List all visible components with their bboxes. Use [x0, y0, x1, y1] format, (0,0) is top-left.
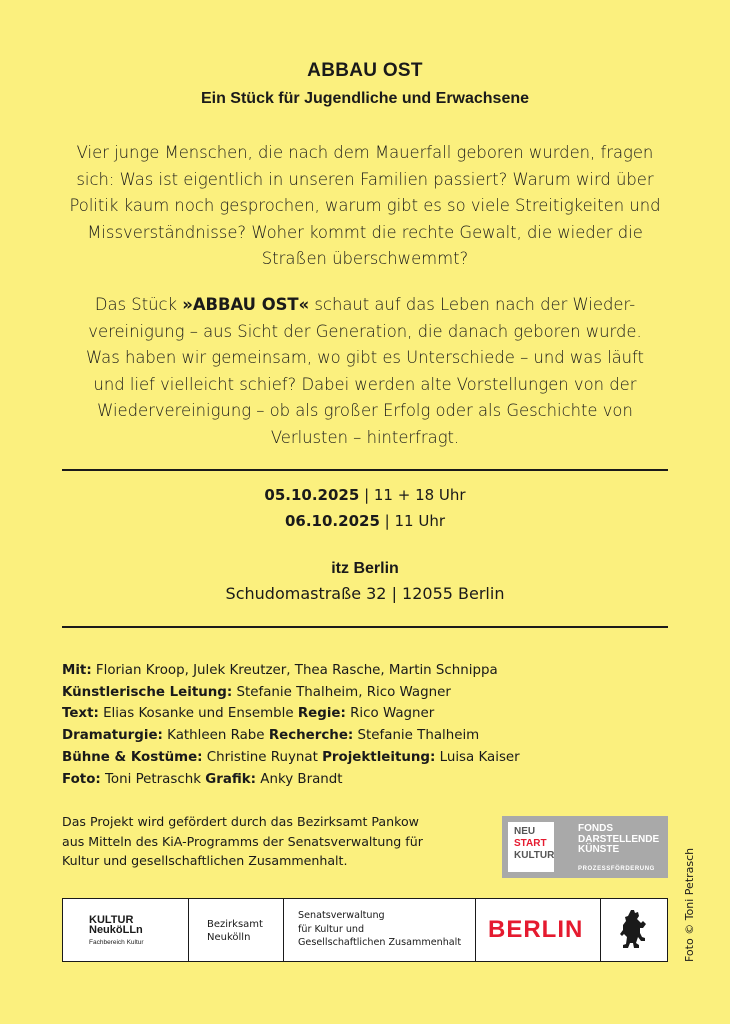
senat-text: [298, 909, 461, 950]
credit-value: Florian Kroop, Julek Kreutzer, Thea Rasche, Martin Schnippa: [91, 663, 498, 678]
neu-text: NEU: [514, 826, 536, 837]
bezirksamt-text: [207, 918, 263, 944]
credit-label: Dramaturgie:: [62, 728, 163, 744]
kuenste-word: KÜNSTE: [578, 844, 620, 855]
date-time: | 11 Uhr: [379, 512, 445, 530]
divider-top: [62, 469, 668, 471]
kultur-mid: NeuköLLn: [89, 924, 143, 936]
kultur-neukoelln-text: [89, 915, 144, 948]
credit-label: Recherche:: [268, 728, 354, 744]
credit-label: Grafik:: [205, 771, 257, 787]
senat-line: für Kultur und: [298, 923, 365, 935]
credit-label: Regie:: [297, 706, 346, 722]
bezirksamt-line: Neukölln: [207, 932, 251, 943]
performance-dates: [0, 482, 730, 534]
credit-value: Kathleen Rabe: [162, 728, 269, 744]
bezirksamt-line: Bezirksamt: [207, 919, 263, 930]
credit-label: Projektleitung:: [322, 749, 436, 765]
credit-value: Stefanie Thalheim: [353, 728, 480, 744]
divider-bottom: [62, 626, 668, 628]
description-line: Was haben wir gemeinsam, wo gibt es Unterschiede – und was läuft: [86, 348, 644, 367]
credit-label: Künstlerische Leitung:: [62, 684, 233, 700]
kultur-sub: Fachbereich Kultur: [89, 939, 144, 946]
description-title-quote: »ABBAU OST«: [182, 295, 310, 314]
berlin-wordmark: BERLIN: [488, 916, 584, 943]
play-title: ABBAU OST: [307, 60, 423, 81]
credit-row: [62, 769, 682, 791]
venue-name: itz Berlin: [331, 560, 399, 577]
credit-label: Foto:: [62, 771, 101, 787]
intro-line: Politik kaum noch gesprochen, warum gibt es so viele Streitigkeiten und: [69, 196, 661, 215]
description-paragraph: [62, 292, 668, 451]
credit-label: Text:: [62, 706, 99, 722]
berlin-bear-logo: [601, 899, 666, 961]
start-text: START: [514, 838, 547, 849]
senat-line: Senatsverwaltung: [298, 910, 385, 921]
date-row: [0, 482, 730, 508]
date-row: [0, 508, 730, 534]
berlin-logo: [476, 899, 601, 961]
funding-note: [62, 812, 502, 871]
date-value: 06.10.2025: [284, 512, 380, 530]
neustart-kultur-logo: [508, 822, 554, 872]
intro-line: Vier junge Menschen, die nach dem Mauerfall geboren wurden, fragen: [76, 143, 654, 162]
credit-value: Anky Brandt: [256, 771, 343, 787]
play-subtitle: Ein Stück für Jugendliche und Erwachsene: [200, 90, 530, 107]
credit-value: Luisa Kaiser: [435, 749, 520, 765]
description-line: vereinigung – aus Sicht der Generation, die danach geboren wurde.: [88, 321, 642, 341]
credit-row: [62, 703, 682, 725]
photo-credit: Foto © Toni Petrasch: [683, 847, 696, 962]
venue-address: Schudomastraße 32 | 12055 Berlin: [225, 584, 505, 603]
funding-line: Das Projekt wird gefördert durch das Bezirksamt Pankow: [62, 814, 419, 829]
description-line: Wiedervereinigung – ob als großer Erfolg oder als Geschichte von: [97, 401, 633, 420]
credit-label: Mit:: [62, 663, 92, 678]
description-line: und lief vielleicht schief? Dabei werden alte Vorstellungen von der: [93, 374, 637, 394]
kultur-neukoelln-logo: [63, 899, 189, 961]
description-suffix: schaut auf das Leben nach der Wieder-: [309, 295, 636, 314]
description-line: Verlusten – hinterfragt.: [270, 427, 460, 447]
bezirksamt-neukoelln-logo: [189, 899, 284, 961]
bear-icon: [619, 909, 647, 951]
date-value: 05.10.2025: [264, 486, 360, 504]
fonds-darstellende-kuenste-logo: [502, 816, 668, 878]
credit-value: Rico Wagner: [345, 706, 435, 722]
credit-label: Bühne & Kostüme:: [62, 749, 203, 765]
intro-line: Straßen überschwemmt?: [261, 249, 469, 268]
fonds-word: FONDS: [578, 823, 613, 834]
venue-block: [0, 560, 730, 603]
credits-list: [62, 660, 682, 790]
credit-row: [62, 682, 682, 704]
credit-row: [62, 725, 682, 747]
darstellende-word: DARSTELLENDE: [578, 833, 660, 845]
intro-line: Missverständnisse? Woher kommt die rechte Gewalt, die wieder die: [87, 222, 643, 242]
intro-line: sich: Was ist eigentlich in unseren Familien passiert? Warum wird über: [76, 169, 654, 189]
kultur-top: KULTUR: [89, 914, 134, 926]
credit-value: Stefanie Thalheim, Rico Wagner: [232, 684, 451, 700]
sponsor-logo-bar: [62, 898, 668, 962]
credit-row: [62, 660, 682, 682]
senat-line: Gesellschaftlichen Zusammenhalt: [298, 937, 462, 948]
description-prefix: Das Stück: [94, 295, 183, 314]
credit-value: Toni Petraschk: [100, 771, 206, 787]
intro-paragraph: [62, 140, 668, 273]
date-time: | 11 + 18 Uhr: [359, 486, 466, 504]
funding-line: Kultur und gesellschaftlichen Zusammenhalt.: [62, 853, 348, 868]
senatsverwaltung-logo: [284, 899, 476, 961]
credit-row: [62, 747, 682, 769]
prozessfoerderung-word: PROZESSFÖRDERUNG: [578, 865, 655, 872]
description-line: [62, 292, 668, 319]
credit-value: Christine Ruynat: [202, 749, 323, 765]
fonds-text: [578, 824, 659, 874]
kultur-text: KULTUR: [514, 850, 555, 861]
credit-value: Elias Kosanke und Ensemble: [98, 706, 298, 722]
funding-line: aus Mitteln des KiA-Programms der Senatsverwaltung für: [62, 833, 423, 849]
